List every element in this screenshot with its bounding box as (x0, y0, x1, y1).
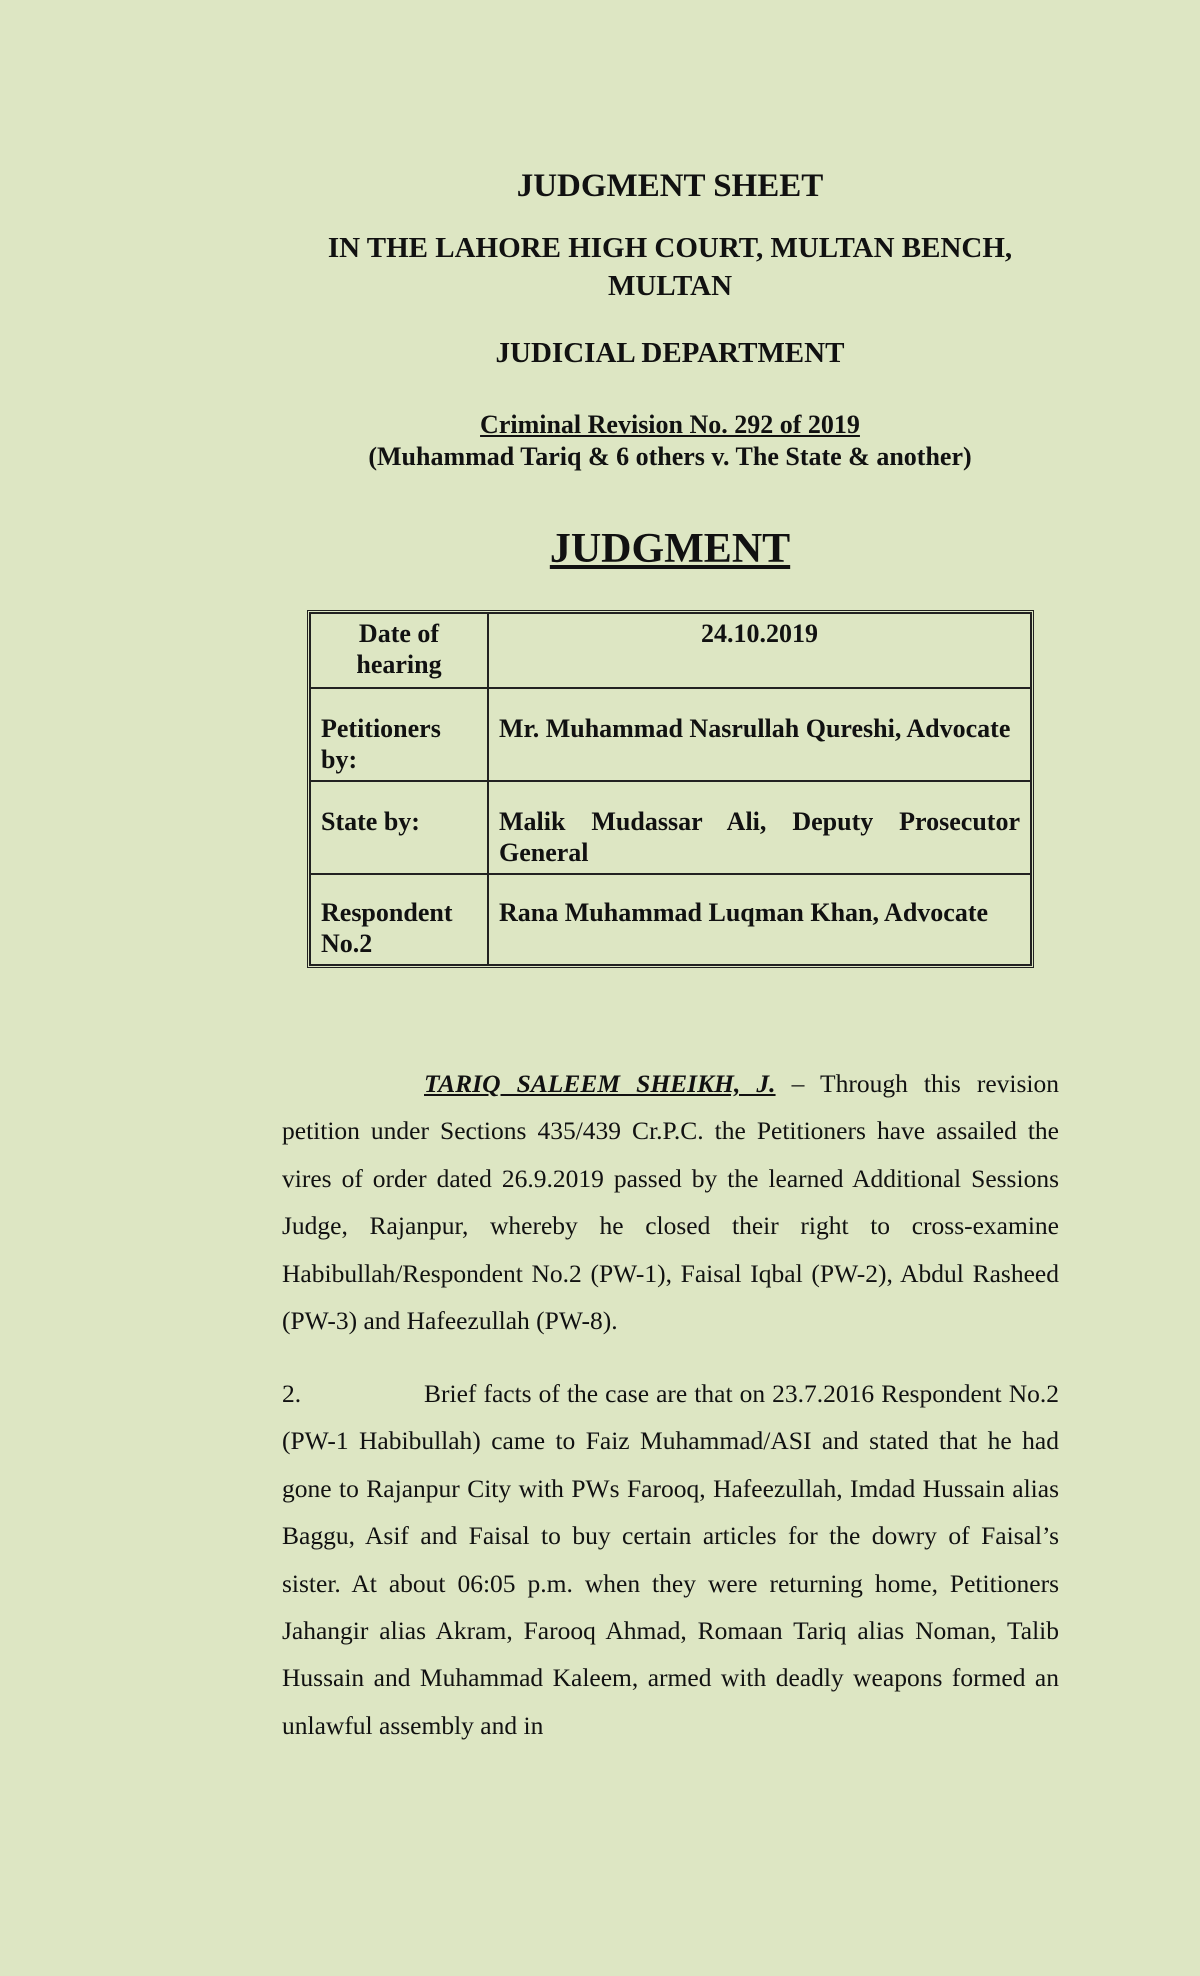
table-label-cell: Date of hearing (310, 613, 488, 688)
hearing-details-table (307, 610, 1034, 968)
table-label-cell: Respondent No.2 (310, 874, 488, 965)
judge-name: TARIQ SALEEM SHEIKH, J. (424, 1069, 776, 1098)
judgment-title: JUDGMENT (549, 526, 791, 572)
table-value-cell: Rana Muhammad Luqman Khan, Advocate (488, 874, 1031, 965)
paragraph-2 (282, 1370, 1059, 1749)
court-name-line1: IN THE LAHORE HIGH COURT, MULTAN BENCH, (327, 232, 1013, 264)
department-title: JUDICIAL DEPARTMENT (495, 337, 845, 369)
paragraph-1-text: – Through this revision petition under Sections 435/439 Cr.P.C. the Petitioners have assailed the vires of order dated 26.9.2019 passed by the learned Additional Sessions Judge, Rajanpur, whereby he closed their right to cross-examine Habibullah/Respondent No.2 (PW-1), Faisal Iqbal (PW-2), Abdul Rasheed (PW-3) and Hafeezullah (PW-8). (282, 1069, 1059, 1336)
table-row (310, 688, 1031, 781)
table-label-cell: State by: (310, 781, 488, 874)
sheet-title: JUDGMENT SHEET (516, 168, 824, 204)
table-value-cell: 24.10.2019 (488, 613, 1031, 688)
table-row (310, 874, 1031, 965)
case-heading (0, 409, 1200, 473)
paragraph-number: 2. (282, 1379, 302, 1408)
table-value-cell: Malik Mudassar Ali, Deputy Prosecutor General (488, 781, 1031, 874)
paragraph-2-text: Brief facts of the case are that on 23.7.2016 Respondent No.2 (PW-1 Habibullah) came to Faiz Muhammad/ASI and stated that he had gone to Rajanpur City with PWs Farooq, Hafeezullah, Imdad Hussain alias Baggu, Asif and Faisal to buy certain articles for the dowry of Faisal’s sister. At about 06:05 p.m. when they were returning home, Petitioners Jahangir alias Akram, Farooq Ahmad, Romaan Tariq alias Noman, Talib Hussain and Muhammad Kaleem, armed with deadly weapons formed an unlawful assembly and in (282, 1379, 1059, 1740)
table-row (310, 613, 1031, 688)
court-name (0, 229, 1200, 305)
table-row (310, 781, 1031, 874)
paragraph-1 (282, 1060, 1059, 1344)
case-title: (Muhammad Tariq & 6 others v. The State & another) (368, 442, 972, 471)
table-value-cell: Mr. Muhammad Nasrullah Qureshi, Advocate (488, 688, 1031, 781)
table-label-cell: Petitioners by: (310, 688, 488, 781)
case-number: Criminal Revision No. 292 of 2019 (480, 410, 860, 439)
court-name-line2: MULTAN (607, 270, 733, 302)
